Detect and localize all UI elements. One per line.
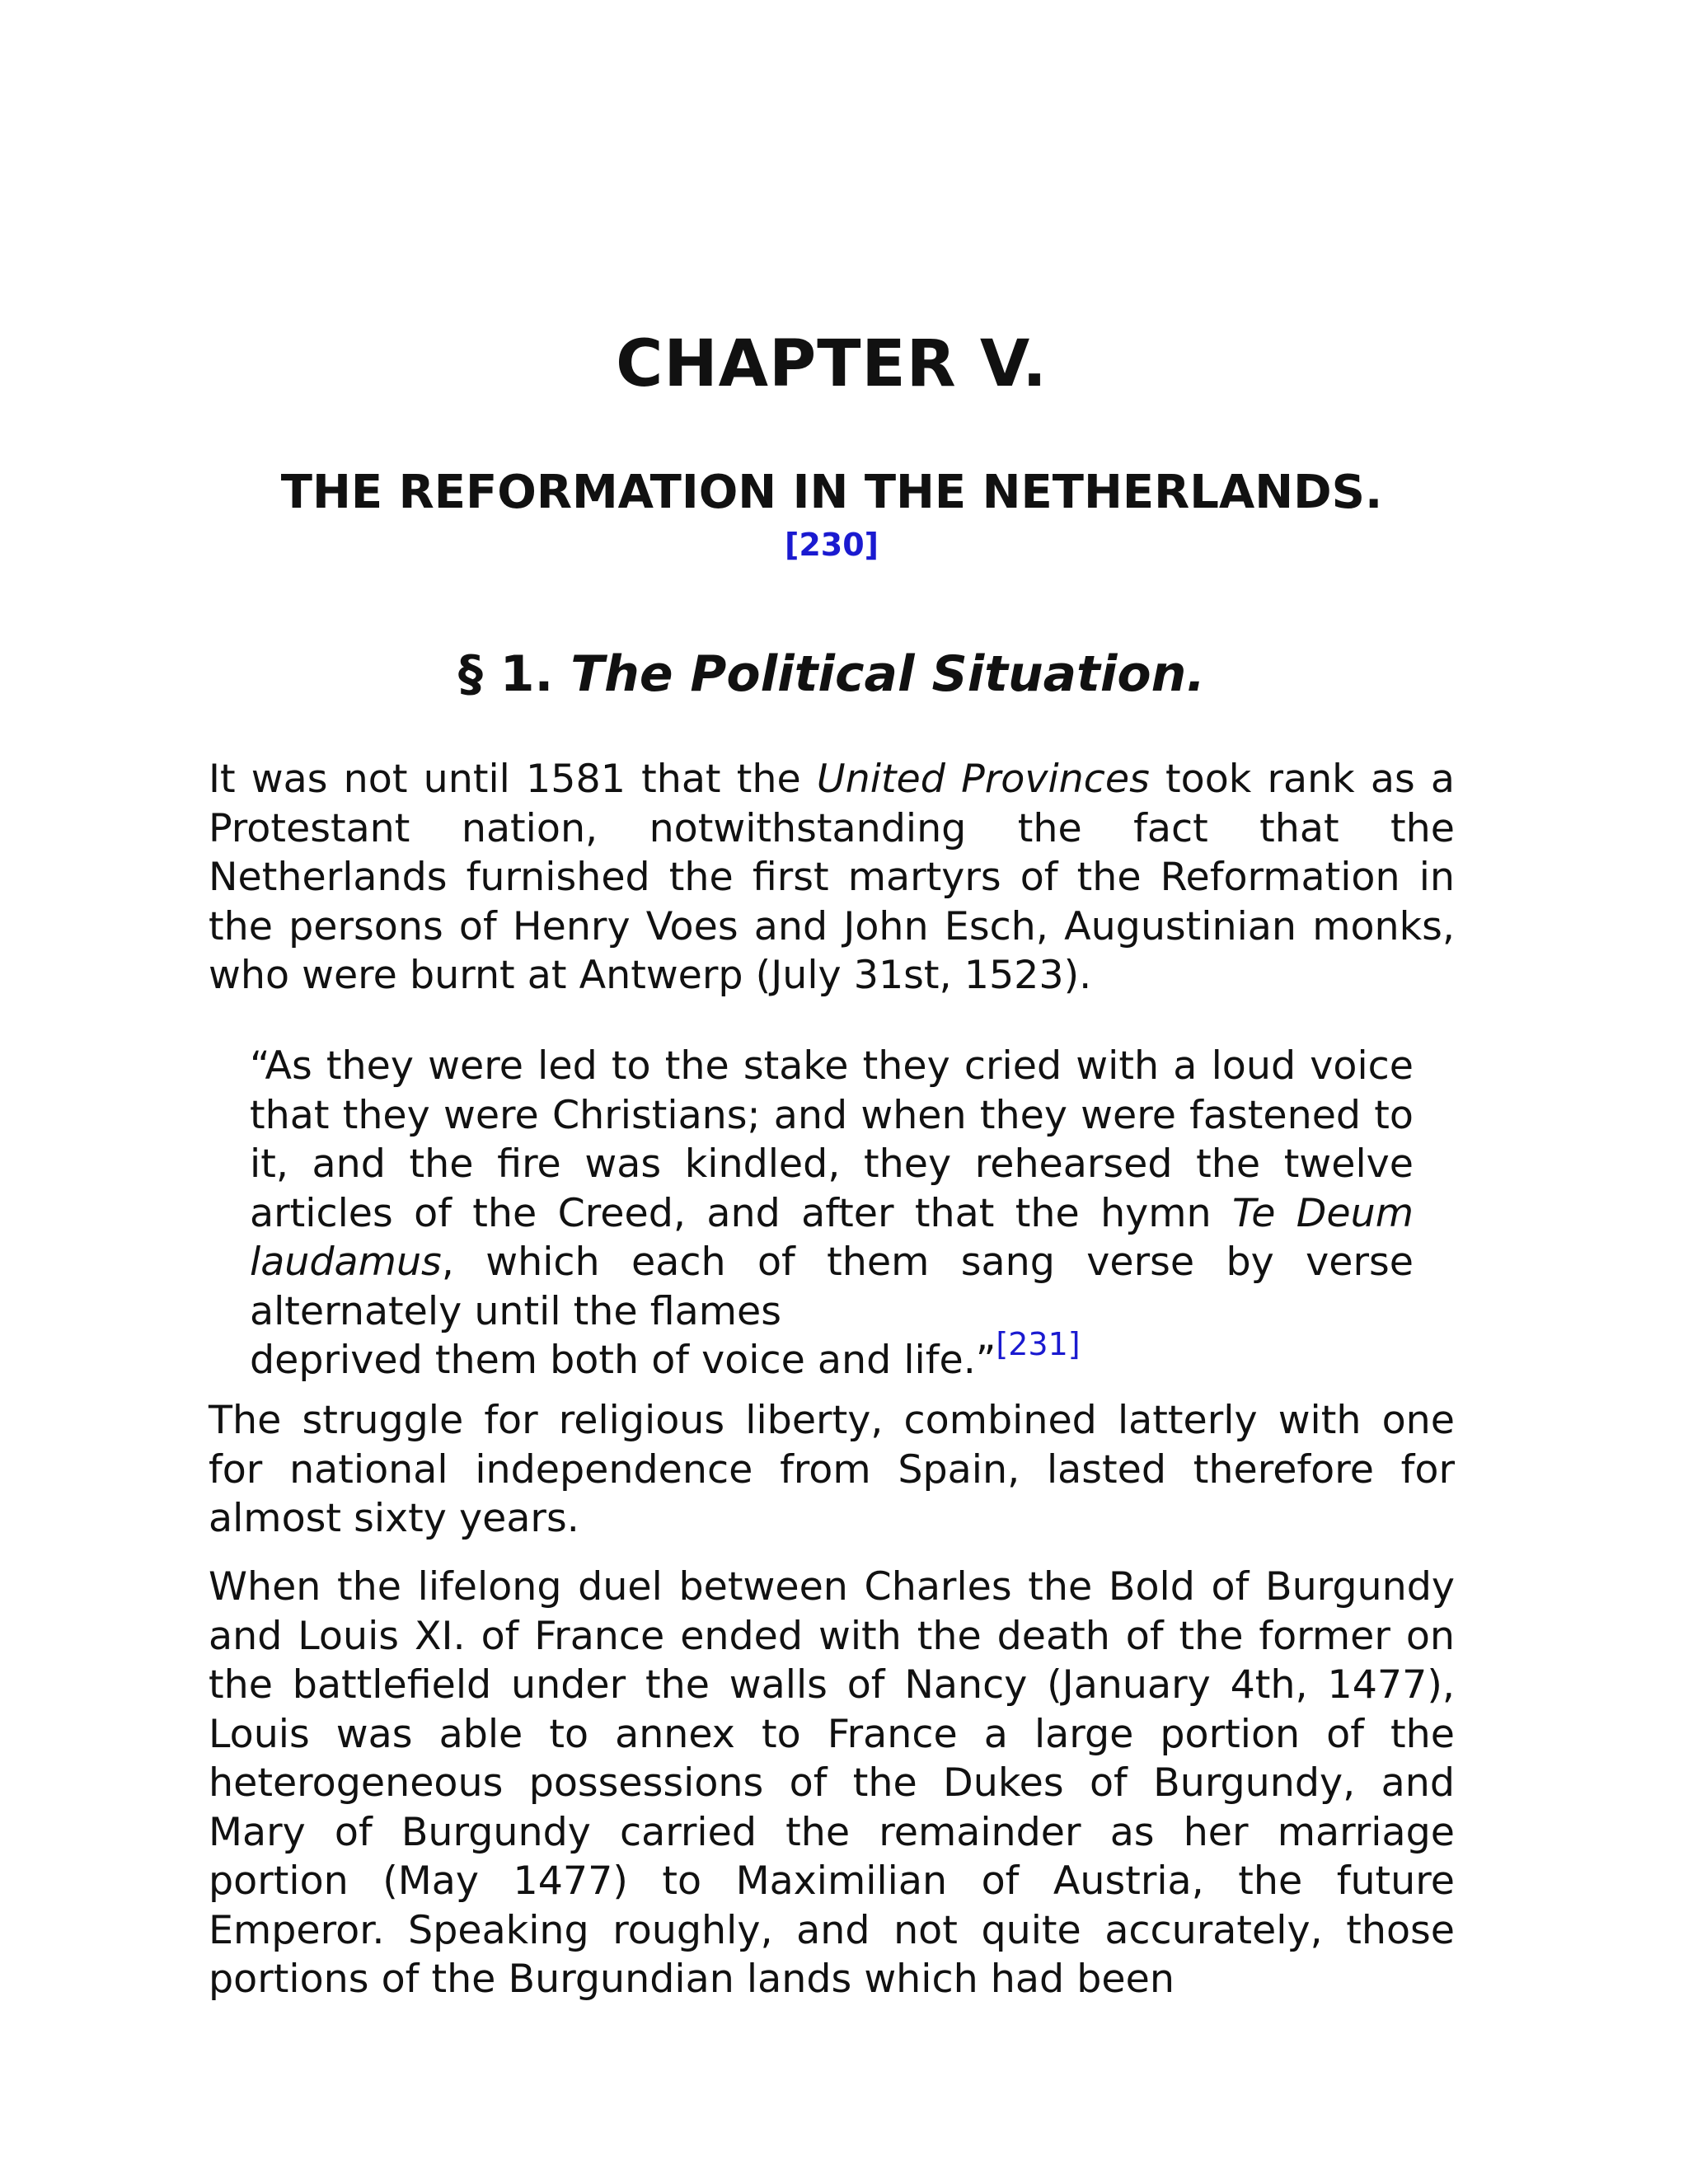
chapter-footnote-container <box>209 524 1455 565</box>
quote-text-b: , which each of them sang verse by verse alternately until the flames <box>250 1240 1414 1334</box>
paragraph-1-italic: United Provinces <box>816 757 1150 802</box>
paragraph-1 <box>209 755 1455 1001</box>
footnote-link-230[interactable]: [230] <box>784 527 879 563</box>
section-number: § 1. <box>457 645 554 703</box>
quote-last-line <box>250 1326 1414 1385</box>
chapter-title: CHAPTER V. <box>616 327 1048 401</box>
paragraph-1-text-a: It was not until 1581 that the <box>209 757 817 802</box>
paragraph-2: The struggle for religious liberty, combined latterly with one for national independence from Spain, lasted therefore for almost sixty years. <box>209 1398 1455 1541</box>
section-heading <box>209 641 1455 707</box>
section-title: The Political Situation. <box>570 645 1206 703</box>
quote-italic: Te Deum laudamus <box>250 1190 1414 1285</box>
paragraph-1-text-b: took rank as a Protestant nation, notwithstanding the fact that the Netherlands furnished the first martyrs of the Reformation in the persons of Henry Voes and John Esch, Augustinian monks, who were burnt at Antwerp (July 31st, 1523). <box>209 757 1455 998</box>
paragraph-3: When the lifelong duel between Charles the Bold of Burgundy and Louis XI. of France ended with the death of the former on the battlefield under the walls of Nancy (January 4th, 1477), Louis was able to annex to France a large portion of the heterogeneous possessions of the Dukes of Burgundy, and Mary of Burgundy carried the remainder as her marriage portion (May 1477) to Maximilian of Austria, the future Emperor. Speaking roughly, and not quite accurately, those portions of the Burgundian lands which had been <box>209 1564 1455 2002</box>
chapter-subtitle: THE REFORMATION IN THE NETHERLANDS. <box>280 466 1383 519</box>
quote-text-a: “As they were led to the stake they cried with a loud voice that they were Christians; and when they were fastened to it, and the fire was kindled, they rehearsed the twelve articles of the Creed, and after that the hymn <box>250 1043 1414 1236</box>
footnote-link-231[interactable]: [231] <box>996 1326 1081 1362</box>
block-quote <box>250 1042 1414 1385</box>
quote-last-line-text: deprived them both of voice and life.” <box>250 1338 996 1383</box>
